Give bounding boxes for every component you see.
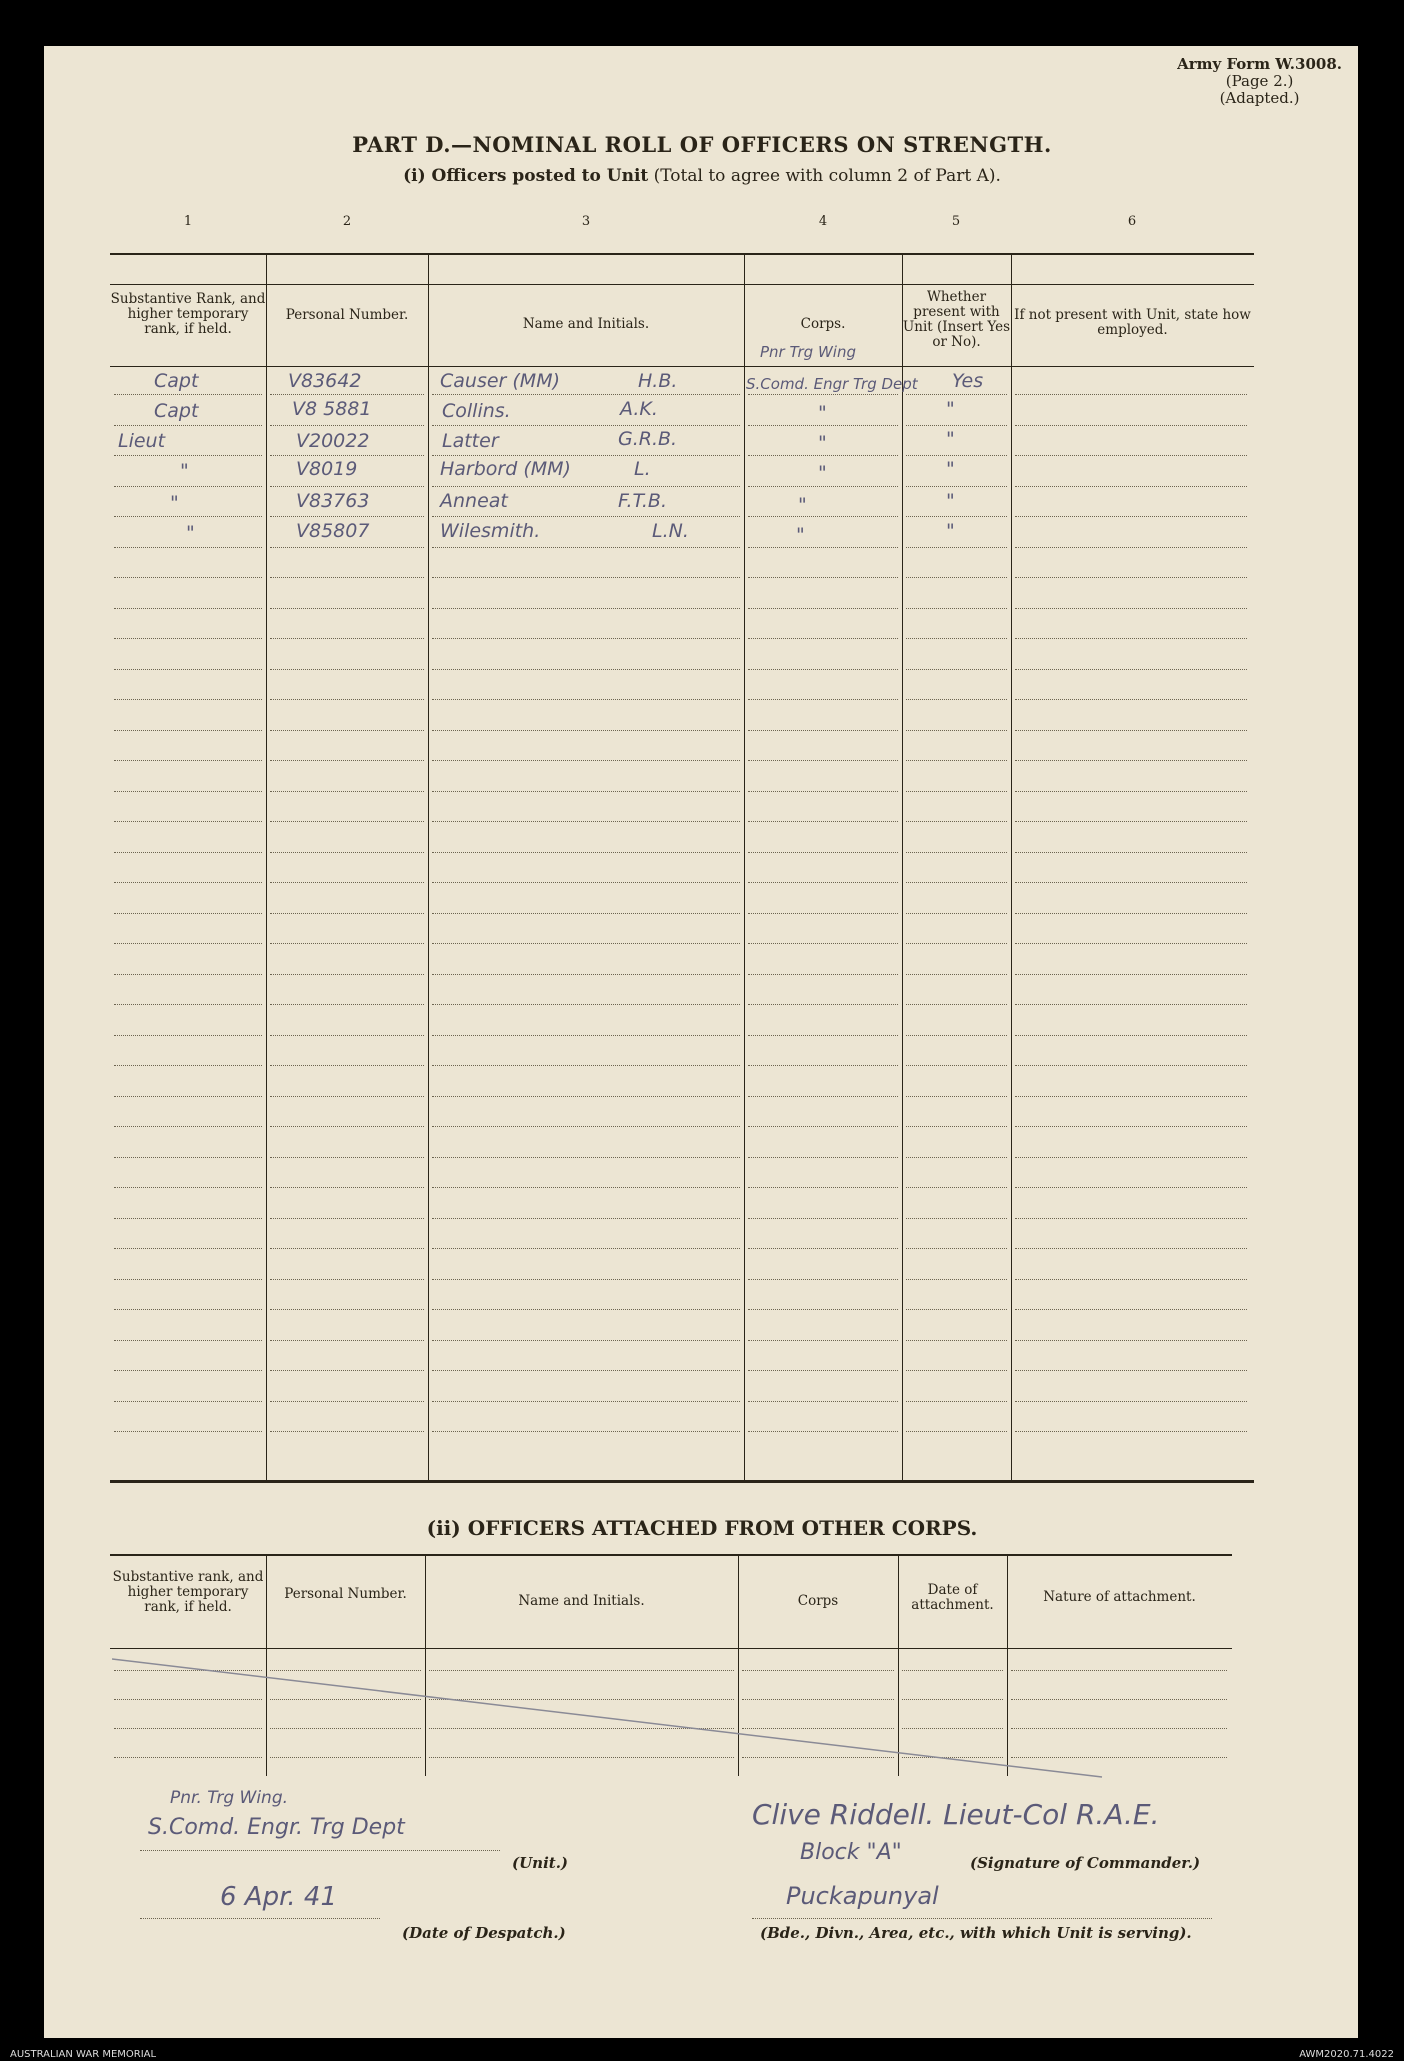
entry-line [1015, 852, 1247, 853]
entry-line [432, 1157, 740, 1158]
entry-line [270, 516, 424, 517]
entry-line [906, 974, 1007, 975]
col-number: 4 [818, 214, 828, 229]
entry-line [432, 1065, 740, 1066]
entry-line [906, 882, 1007, 883]
entry-line [1015, 730, 1247, 731]
signature-label: (Signature of Commander.) [970, 1854, 1201, 1872]
entry-line [114, 577, 262, 578]
entry-line [1015, 1218, 1247, 1219]
entry-line [1015, 1096, 1247, 1097]
header2-personal-number: Personal Number. [284, 1586, 407, 1602]
entry-line [432, 516, 740, 517]
table1-col-divider [266, 253, 267, 1480]
entry-line [432, 638, 740, 639]
entry-line [748, 577, 898, 578]
entry-line [114, 1035, 262, 1036]
entry-line [1015, 455, 1247, 456]
entry-line [748, 943, 898, 944]
entry-line [906, 486, 1007, 487]
entry-line [114, 852, 262, 853]
cell-initials: L. [634, 458, 651, 480]
entry-line [1015, 1157, 1247, 1158]
entry-line [1015, 1370, 1247, 1371]
entry-line [114, 1187, 262, 1188]
entry-line [906, 1279, 1007, 1280]
cell-present: " [946, 520, 955, 542]
entry-line [906, 1065, 1007, 1066]
cell-rank: " [170, 492, 179, 514]
cell-present: " [946, 398, 955, 420]
location-line [752, 1918, 1212, 1919]
entry-line [748, 852, 898, 853]
entry-line [114, 1004, 262, 1005]
entry-line [270, 821, 424, 822]
entry-line [906, 852, 1007, 853]
entry-line [270, 455, 424, 456]
entry-line [748, 1401, 898, 1402]
entry-line [1015, 1431, 1247, 1432]
header2-rank: Substantive rank, and higher temporary rank, if held. [112, 1569, 264, 1615]
entry-line [270, 1065, 424, 1066]
entry-line [432, 699, 740, 700]
form-number: Army Form W.3008. [1177, 55, 1342, 73]
entry-line [270, 1126, 424, 1127]
entry-line [432, 1309, 740, 1310]
entry-line [114, 974, 262, 975]
entry-line [748, 1340, 898, 1341]
entry-line [1015, 577, 1247, 578]
table1-col-divider [902, 253, 903, 1480]
entry-line [114, 455, 262, 456]
header2-name-initials: Name and Initials. [518, 1593, 645, 1609]
header2-corps: Corps [797, 1593, 839, 1609]
header-name-initials: Name and Initials. [522, 316, 650, 332]
entry-line [748, 1370, 898, 1371]
entry-line [748, 882, 898, 883]
entry-line [114, 486, 262, 487]
entry-line [270, 791, 424, 792]
table1-number-rule [110, 284, 1254, 285]
entry-line [906, 1340, 1007, 1341]
entry-line [114, 1279, 262, 1280]
entry-line [114, 608, 262, 609]
form-page-number: (Page 2.) [1225, 72, 1294, 90]
entry-line [270, 882, 424, 883]
entry-line [432, 852, 740, 853]
entry-line [906, 638, 1007, 639]
entry-line [114, 1401, 262, 1402]
entry-line [270, 1187, 424, 1188]
entry-line [1015, 425, 1247, 426]
entry-line [1015, 516, 1247, 517]
entry-line [432, 760, 740, 761]
entry-line [906, 760, 1007, 761]
strike-through-line [112, 1647, 1112, 1787]
entry-line [432, 730, 740, 731]
entry-line [114, 1096, 262, 1097]
cell-number: V85807 [296, 520, 370, 542]
entry-line [432, 882, 740, 883]
entry-line [748, 1431, 898, 1432]
entry-line [748, 699, 898, 700]
entry-line [270, 1004, 424, 1005]
entry-line [270, 577, 424, 578]
header-employment: If not present with Unit, state how employed. [1014, 307, 1251, 338]
entry-line [906, 1309, 1007, 1310]
part-d-subtitle: (i) Officers posted to Unit (Total to agree with column 2 of Part A). [403, 166, 1001, 186]
cell-rank: Capt [154, 370, 199, 392]
entry-line [906, 1401, 1007, 1402]
entry-line [1015, 1309, 1247, 1310]
entry-line [1015, 1187, 1247, 1188]
cell-corps: " [818, 432, 827, 454]
entry-line [432, 394, 740, 395]
entry-line [906, 1004, 1007, 1005]
header2-nature: Nature of attachment. [1043, 1589, 1196, 1605]
entry-line [432, 425, 740, 426]
entry-line [114, 638, 262, 639]
entry-line [114, 882, 262, 883]
entry-line [432, 577, 740, 578]
cell-number: V83642 [288, 370, 362, 392]
entry-line [270, 1279, 424, 1280]
entry-line [114, 1065, 262, 1066]
cell-number: V20022 [296, 430, 370, 452]
entry-line [906, 730, 1007, 731]
entry-line [432, 669, 740, 670]
entry-line [114, 791, 262, 792]
entry-line [432, 1035, 740, 1036]
entry-line [114, 1126, 262, 1127]
entry-line [432, 1248, 740, 1249]
entry-line [748, 455, 898, 456]
entry-line [114, 669, 262, 670]
entry-line [270, 547, 424, 548]
entry-line [114, 1370, 262, 1371]
entry-line [906, 1035, 1007, 1036]
entry-line [114, 913, 262, 914]
cell-initials: G.R.B. [618, 428, 678, 450]
entry-line [748, 1096, 898, 1097]
entry-line [432, 821, 740, 822]
entry-line [114, 1431, 262, 1432]
cell-name: Wilesmith. [440, 520, 541, 542]
location-handwritten-1: Block "A" [800, 1840, 902, 1865]
cell-initials: F.T.B. [618, 490, 667, 512]
cell-rank: Lieut [118, 430, 166, 452]
entry-line [1015, 486, 1247, 487]
entry-line [432, 1218, 740, 1219]
entry-line [1015, 882, 1247, 883]
cell-present: " [946, 458, 955, 480]
entry-line [748, 638, 898, 639]
cell-corps: " [818, 462, 827, 484]
date-line [140, 1918, 380, 1919]
entry-line [270, 638, 424, 639]
entry-line [114, 516, 262, 517]
entry-line [114, 1309, 262, 1310]
form-adapted-note: (Adapted.) [1219, 89, 1300, 107]
entry-line [114, 425, 262, 426]
entry-line [748, 974, 898, 975]
table1-bottom-rule [110, 1480, 1254, 1483]
entry-line [432, 1340, 740, 1341]
entry-line [906, 669, 1007, 670]
location-handwritten-2: Puckapunyal [786, 1882, 939, 1910]
entry-line [748, 1187, 898, 1188]
date-label: (Date of Despatch.) [402, 1924, 566, 1942]
entry-line [432, 1431, 740, 1432]
header-rank: Substantive Rank, and higher temporary rank, if held. [110, 291, 266, 337]
cell-present: " [946, 428, 955, 450]
entry-line [432, 1004, 740, 1005]
unit-line [140, 1850, 500, 1851]
cell-name: Latter [442, 430, 499, 452]
cell-initials: L.N. [652, 520, 689, 542]
cell-corps: " [818, 402, 827, 424]
entry-line [748, 1157, 898, 1158]
entry-line [906, 608, 1007, 609]
cell-number: V8 5881 [292, 398, 372, 420]
table1-top-rule [110, 253, 1254, 255]
cell-name: Harbord (MM) [440, 458, 571, 480]
entry-line [906, 1126, 1007, 1127]
entry-line [1015, 1126, 1247, 1127]
entry-line [270, 730, 424, 731]
entry-line [906, 425, 1007, 426]
entry-line [270, 1096, 424, 1097]
entry-line [1015, 1340, 1247, 1341]
table1-col-divider [1011, 253, 1012, 1480]
entry-line [906, 394, 1007, 395]
entry-line [906, 1187, 1007, 1188]
cell-number: V8019 [296, 458, 358, 480]
table1-col-divider [744, 253, 745, 1480]
entry-line [432, 608, 740, 609]
entry-line [906, 516, 1007, 517]
entry-line [748, 669, 898, 670]
cell-rank: " [186, 522, 195, 544]
entry-line [432, 791, 740, 792]
cell-initials: A.K. [620, 398, 658, 420]
entry-line [906, 913, 1007, 914]
table2-top-rule [110, 1554, 1232, 1556]
entry-line [1015, 1065, 1247, 1066]
col-number: 5 [951, 214, 961, 229]
entry-line [432, 547, 740, 548]
header-corps: Corps. [800, 316, 846, 332]
cell-rank: Capt [154, 400, 199, 422]
entry-line [270, 1248, 424, 1249]
entry-line [748, 394, 898, 395]
cell-present: " [946, 490, 955, 512]
entry-line [748, 730, 898, 731]
entry-line [114, 699, 262, 700]
header2-date: Date of attachment. [911, 1582, 994, 1613]
entry-line [748, 516, 898, 517]
entry-line [1015, 1004, 1247, 1005]
cell-name: Causer (MM) [440, 370, 561, 392]
cell-initials: H.B. [638, 370, 678, 392]
entry-line [270, 1401, 424, 1402]
entry-line [114, 1157, 262, 1158]
entry-line [748, 1126, 898, 1127]
entry-line [270, 1035, 424, 1036]
cell-name: Collins. [442, 400, 511, 422]
entry-line [270, 1340, 424, 1341]
entry-line [748, 425, 898, 426]
entry-line [906, 791, 1007, 792]
entry-line [114, 1248, 262, 1249]
entry-line [114, 1340, 262, 1341]
entry-line [906, 1157, 1007, 1158]
entry-line [748, 791, 898, 792]
col-number: 6 [1127, 214, 1137, 229]
entry-line [748, 486, 898, 487]
entry-line [270, 394, 424, 395]
archive-reference: AWM2020.71.4022 [1299, 2049, 1394, 2060]
entry-line [270, 1431, 424, 1432]
entry-line [114, 547, 262, 548]
entry-line [1015, 943, 1247, 944]
corps-note: Pnr Trg Wing [760, 343, 856, 361]
date-handwritten: 6 Apr. 41 [220, 1882, 338, 1912]
entry-line [1015, 1279, 1247, 1280]
col-number: 1 [183, 214, 193, 229]
entry-line [748, 547, 898, 548]
entry-line [114, 760, 262, 761]
entry-line [270, 1218, 424, 1219]
entry-line [270, 425, 424, 426]
entry-line [1015, 821, 1247, 822]
entry-line [1015, 638, 1247, 639]
entry-line [270, 1370, 424, 1371]
entry-line [1015, 1248, 1247, 1249]
entry-line [432, 1401, 740, 1402]
unit-handwritten-1: Pnr. Trg Wing. [170, 1788, 289, 1808]
location-label: (Bde., Divn., Area, etc., with which Unit is serving). [760, 1924, 1192, 1942]
entry-line [1015, 974, 1247, 975]
entry-line [432, 1187, 740, 1188]
col-number: 3 [581, 214, 591, 229]
part-d-title: PART D.—NOMINAL ROLL OF OFFICERS ON STRENGTH. [352, 132, 1052, 157]
entry-line [270, 486, 424, 487]
entry-line [114, 1218, 262, 1219]
entry-line [432, 974, 740, 975]
entry-line [906, 547, 1007, 548]
header-personal-number: Personal Number. [285, 307, 409, 323]
entry-line [1015, 608, 1247, 609]
entry-line [270, 669, 424, 670]
entry-line [270, 699, 424, 700]
entry-line [906, 821, 1007, 822]
cell-corps: " [798, 494, 807, 516]
cell-corps: " [796, 524, 805, 546]
entry-line [270, 760, 424, 761]
entry-line [1015, 547, 1247, 548]
entry-line [748, 1279, 898, 1280]
entry-line [906, 1248, 1007, 1249]
table1-header-rule [110, 366, 1254, 367]
entry-line [432, 455, 740, 456]
form-reference [1177, 56, 1342, 107]
entry-line [748, 1035, 898, 1036]
cell-number: V83763 [296, 490, 370, 512]
entry-line [906, 1218, 1007, 1219]
entry-line [748, 821, 898, 822]
cell-name: Anneat [440, 490, 508, 512]
archive-credit: AUSTRALIAN WAR MEMORIAL [10, 2049, 157, 2060]
entry-line [1015, 791, 1247, 792]
entry-line [114, 730, 262, 731]
entry-line [270, 974, 424, 975]
entry-line [1015, 1401, 1247, 1402]
entry-line [270, 608, 424, 609]
entry-line [432, 1096, 740, 1097]
cell-rank: " [180, 460, 189, 482]
cell-present: Yes [952, 370, 984, 392]
entry-line [432, 486, 740, 487]
entry-line [1015, 669, 1247, 670]
part-ii-title: (ii) OFFICERS ATTACHED FROM OTHER CORPS. [426, 1516, 978, 1540]
entry-line [906, 1370, 1007, 1371]
entry-line [270, 943, 424, 944]
entry-line [432, 913, 740, 914]
entry-line [748, 1248, 898, 1249]
entry-line [432, 1126, 740, 1127]
entry-line [270, 852, 424, 853]
entry-line [906, 1096, 1007, 1097]
entry-line [748, 1065, 898, 1066]
entry-line [748, 1218, 898, 1219]
commander-signature: Clive Riddell. Lieut-Col R.A.E. [752, 1798, 1160, 1831]
entry-line [748, 913, 898, 914]
entry-line [748, 760, 898, 761]
entry-line [906, 699, 1007, 700]
entry-line [114, 943, 262, 944]
cell-corps: S.Comd. Engr Trg Dept [746, 375, 918, 393]
entry-line [1015, 1035, 1247, 1036]
entry-line [1015, 394, 1247, 395]
table1-col-divider [428, 253, 429, 1480]
entry-line [748, 1004, 898, 1005]
entry-line [432, 943, 740, 944]
entry-line [906, 577, 1007, 578]
entry-line [748, 608, 898, 609]
entry-line [1015, 699, 1247, 700]
entry-line [432, 1279, 740, 1280]
entry-line [270, 1157, 424, 1158]
entry-line [270, 913, 424, 914]
entry-line [114, 394, 262, 395]
entry-line [270, 1309, 424, 1310]
header-present: Whether present with Unit (Insert Yes or No). [902, 289, 1011, 350]
entry-line [906, 455, 1007, 456]
entry-line [748, 1309, 898, 1310]
entry-line [906, 943, 1007, 944]
entry-line [432, 1370, 740, 1371]
col-number: 2 [342, 214, 352, 229]
unit-handwritten-2: S.Comd. Engr. Trg Dept [148, 1815, 405, 1840]
unit-label: (Unit.) [512, 1854, 569, 1872]
entry-line [1015, 760, 1247, 761]
entry-line [1015, 913, 1247, 914]
entry-line [114, 821, 262, 822]
entry-line [906, 1431, 1007, 1432]
